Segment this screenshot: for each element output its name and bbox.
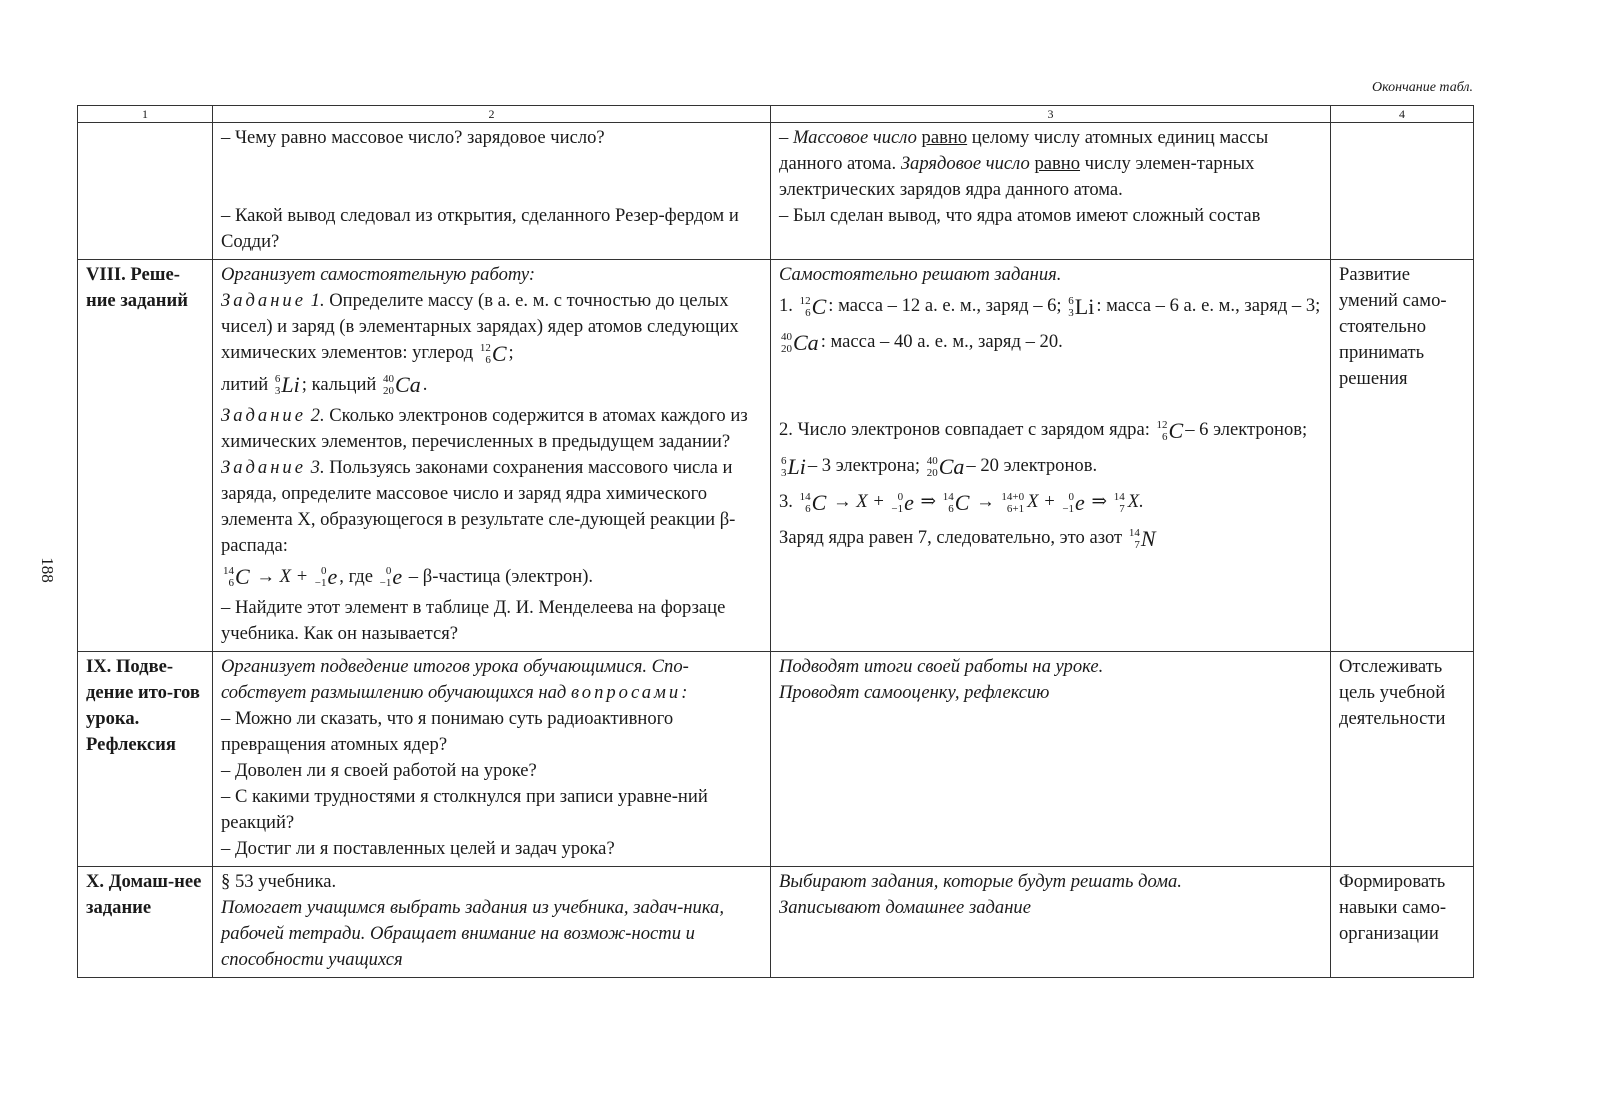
result-cell: Развитие умений само-стоятельно принимать решения [1331, 260, 1474, 652]
homework-ref: § 53 учебника. [221, 870, 337, 892]
teacher-cell [213, 260, 771, 652]
result-cell: Отслеживать цель учебной деятельности [1331, 651, 1474, 866]
students-cell [771, 260, 1331, 652]
students-cell [771, 866, 1331, 977]
table-row [78, 651, 1474, 866]
intro: Организует подведение итогов урока обучающимися. Спо-собствует размышлению обучающихся над вопросами: [221, 655, 689, 703]
isotope-c14: 14 6 C [799, 489, 827, 515]
isotope-ca40: 40 20 Ca [781, 329, 819, 355]
lesson-table [77, 105, 1474, 978]
answer: Выбирают задания, которые будут решать дома. [779, 870, 1182, 892]
teacher-cell [213, 866, 771, 977]
table-caption: Окончание табл. [1372, 80, 1473, 95]
answer-1: 1. 12 6 C : масса – 12 а. е. м., заряд – 6; 6 3 Li : масса – 6 а. е. м., заряд – 3; 40 20 Ca : масса – 40 а. е. м., заряд – 20. [779, 293, 1321, 355]
intro: Организует самостоятельную работу: [221, 264, 536, 285]
isotope-c12: 12 6 C [479, 340, 507, 366]
isotope-x-sum: 14+0 6+1 [1001, 490, 1025, 515]
question: – Достиг ли я поставленных целей и задач урока? [221, 837, 615, 859]
answer-3-conclusion: Заряд ядра равен 7, следовательно, это азот 14 7 N [779, 525, 1156, 551]
header-cell: 3 [771, 106, 1331, 123]
result-cell [1331, 123, 1474, 260]
page-number: 188 [37, 557, 57, 583]
task-1: Задание 1. Определите массу (в а. е. м. с точностью до целых чисел) и заряд (в элементарных зарядах) ядер атомов следующих химических элементов: углерод 12 6 C ; [221, 290, 739, 366]
question: – Какой вывод следовал из открытия, сделанного Резер-фердом и Содди? [221, 205, 739, 252]
question: – Чему равно массовое число? зарядовое число? [221, 127, 605, 148]
teacher-cell [213, 123, 771, 260]
question: – С какими трудностями я столкнулся при записи уравне-ний реакций? [221, 785, 708, 833]
task-2: Задание 2. Сколько электронов содержится в атомах каждого из химических элементов, перечисленных в предыдущем задании? [221, 404, 748, 452]
teacher-cell [213, 651, 771, 866]
table-row [78, 866, 1474, 977]
stage-cell: VIII. Реше-ние заданий [78, 260, 213, 652]
students-cell [771, 123, 1331, 260]
answer: Подводят итоги своей работы на уроке. [779, 655, 1104, 677]
students-cell [771, 651, 1331, 866]
result-cell: Формировать навыки само-организации [1331, 866, 1474, 977]
stage-cell [78, 123, 213, 260]
answer-2: 2. Число электронов совпадает с зарядом ядра: 12 6 C – 6 электронов; 6 3 Li – 3 электрона; 40 20 Ca – 20 электронов. [779, 417, 1308, 479]
isotope-ca40: 40 20 Ca [926, 453, 965, 479]
isotope-electron: 0 −1 e [891, 489, 914, 515]
isotope-x14: 14 7 [1113, 490, 1125, 515]
task-1-cont: литий 6 3 Li ; кальций 40 20 Ca . [221, 372, 428, 398]
isotope-electron: 0 −1 e [314, 564, 338, 590]
isotope-n14: 14 7 N [1128, 525, 1156, 551]
question: – Доволен ли я своей работой на уроке? [221, 759, 537, 781]
answer-3: 3. 14 6 C → X + 0 −1 e ⇒ 14 6 C → 14+0 6+1 X + 0 −1 e ⇒ 14 7 X. [779, 489, 1144, 515]
question: – Найдите этот элемент в таблице Д. И. Менделеева на форзаце учебника. Как он называется? [221, 596, 726, 644]
teacher-action: Помогает учащимся выбрать задания из учебника, задач-ника, рабочей тетради. Обращает внимание на возмож-ности и способности учащихся [221, 896, 724, 970]
isotope-c12: 12 6 C [799, 293, 827, 319]
answer: – Был сделан вывод, что ядра атомов имеют сложный состав [779, 205, 1261, 226]
question: – Можно ли сказать, что я понимаю суть радиоактивного превращения атомных ядер? [221, 707, 674, 755]
isotope-electron: 0 −1 e [1062, 489, 1085, 515]
answer: – Массовое число равно целому числу атомных единиц массы данного атома. Зарядовое число равно числу элемен-тарных электрических зарядов ядра данного атома. [779, 127, 1269, 200]
isotope-electron: 0 −1 e [379, 564, 403, 590]
header-cell: 1 [78, 106, 213, 123]
task-3: Задание 3. Пользуясь законами сохранения массового числа и заряда, определите массовое число и заряд ядра химического элемента X, образующегося в результате сле-дующей реакции β-распада: [221, 456, 736, 556]
isotope-li6: 6 3 Li [274, 372, 300, 398]
answer: Проводят самооценку, рефлексию [779, 681, 1050, 703]
table-row [78, 260, 1474, 652]
task-3-formula: 14 6 C → X + 0 −1 e , где 0 −1 e – β-частица (электрон). [223, 564, 594, 590]
isotope-li6: 6 3 Li [1068, 293, 1095, 319]
isotope-ca40: 40 20 Ca [383, 372, 421, 398]
isotope-c14: 14 6 C [223, 564, 250, 590]
header-cell: 4 [1331, 106, 1474, 123]
stage-cell: IX. Подве-дение ито-гов урока. Рефлексия [78, 651, 213, 866]
isotope-c12: 12 6 C [1156, 417, 1184, 443]
isotope-c14: 14 6 C [942, 489, 970, 515]
isotope-li6: 6 3 Li [781, 453, 806, 479]
intro: Самостоятельно решают задания. [779, 264, 1062, 285]
table-row [78, 123, 1474, 260]
stage-cell: X. Домаш-нее задание [78, 866, 213, 977]
header-cell: 2 [213, 106, 771, 123]
header-row [78, 106, 1474, 123]
answer: Записывают домашнее задание [779, 896, 1031, 918]
